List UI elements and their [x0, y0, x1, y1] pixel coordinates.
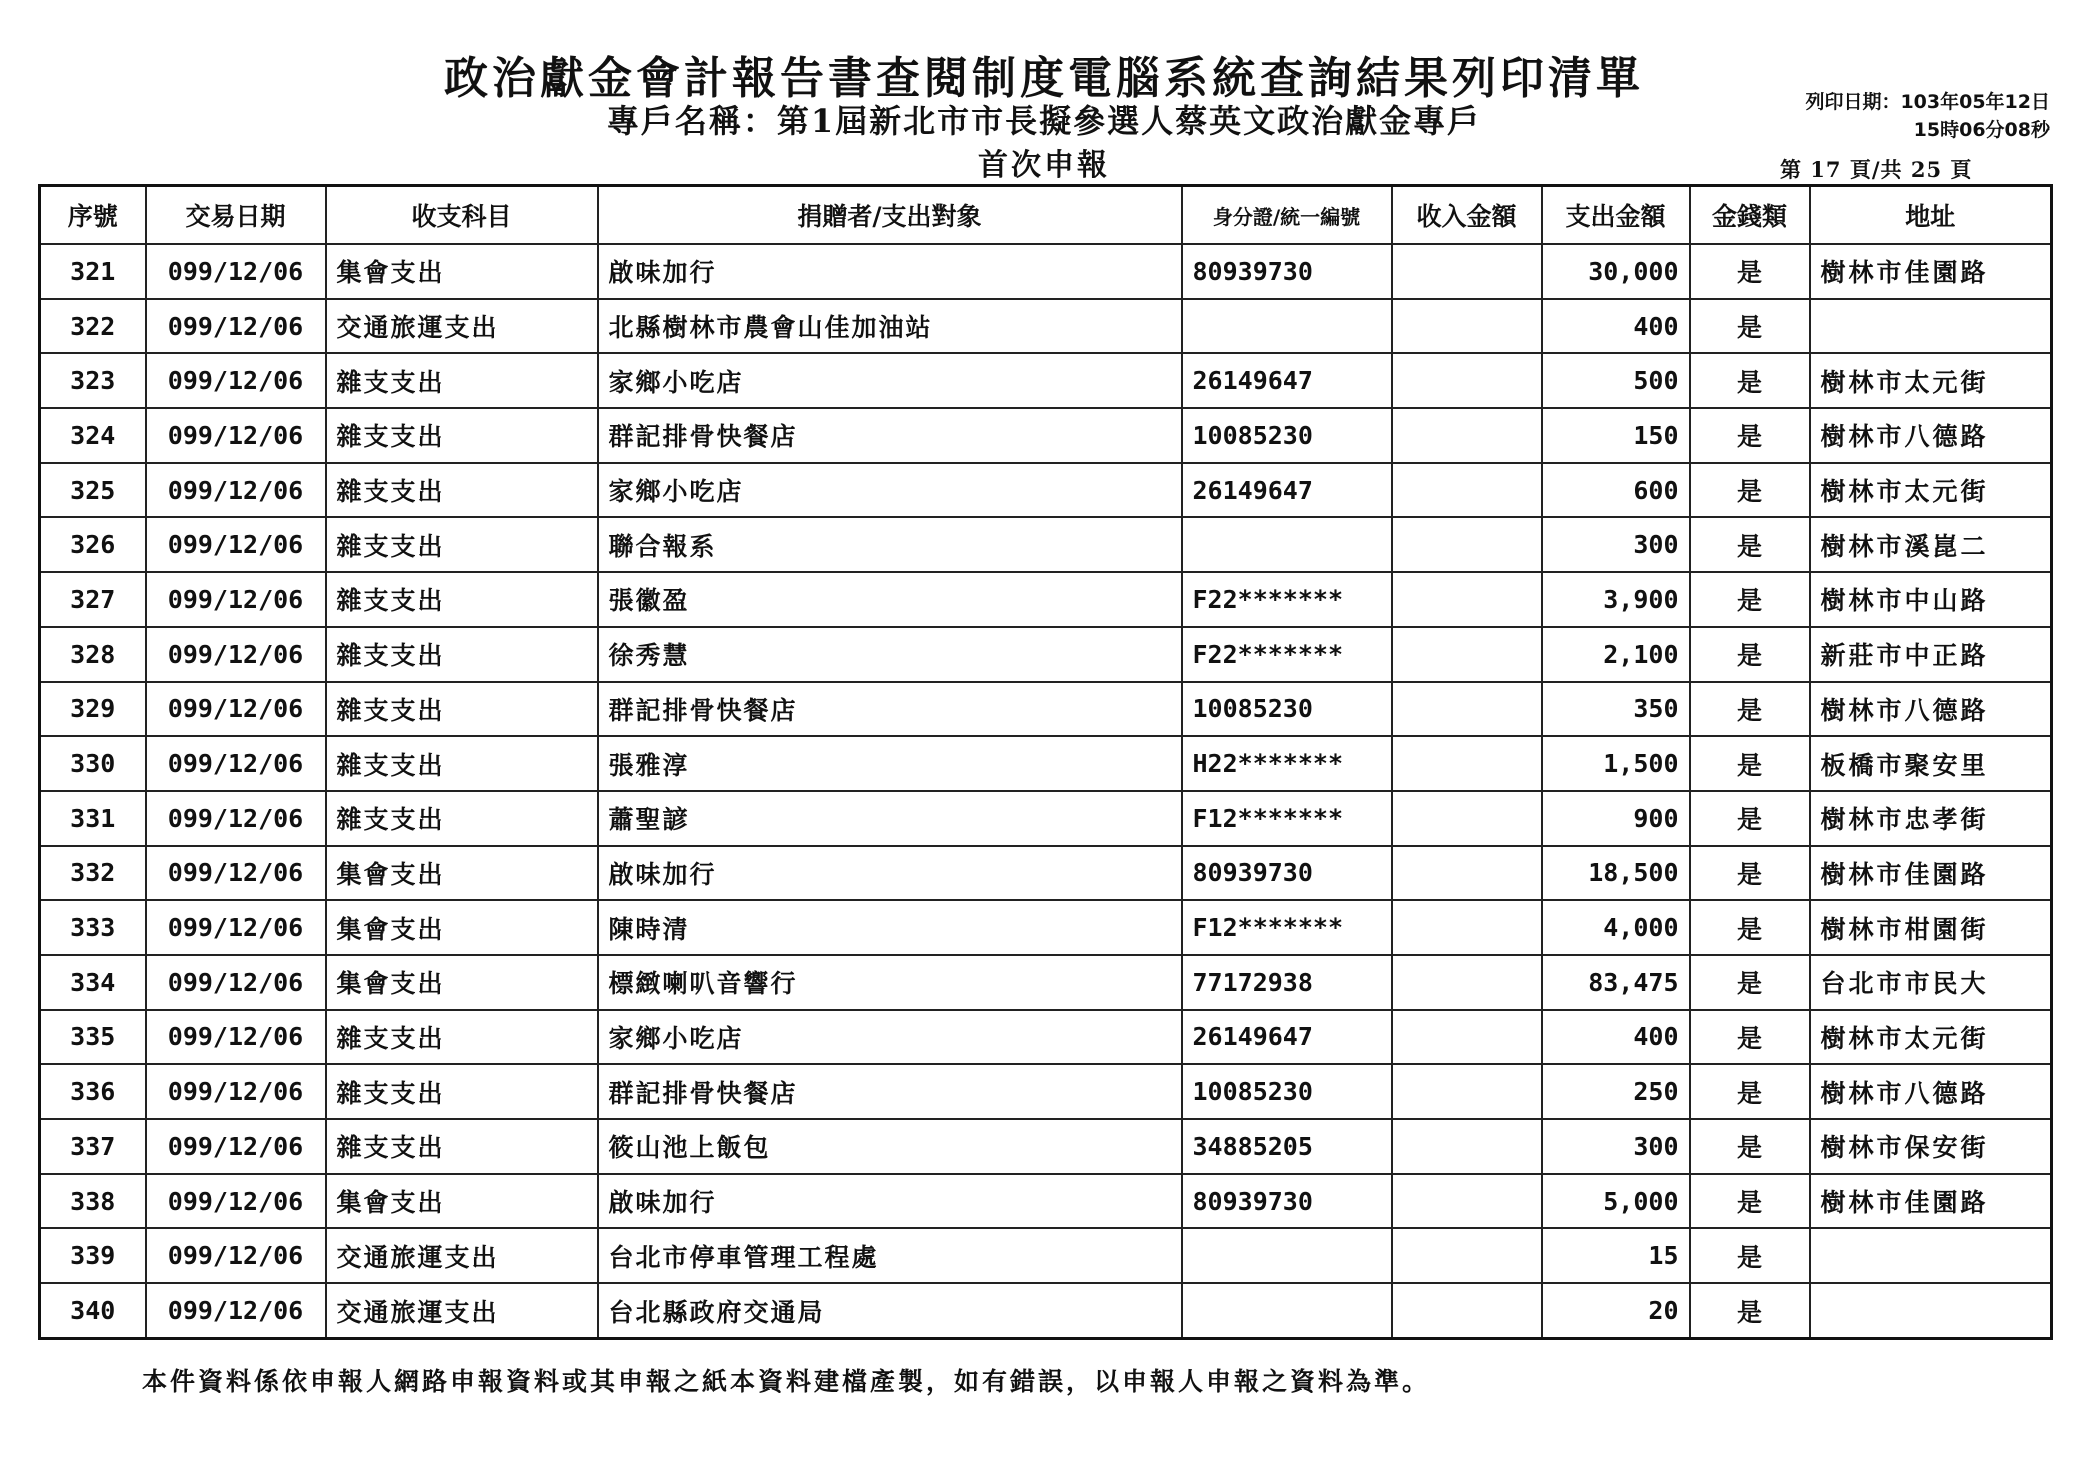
cell-income	[1392, 955, 1542, 1010]
cell-no: 338	[40, 1174, 146, 1229]
table-row	[40, 1119, 2052, 1174]
table-row	[40, 353, 2052, 408]
cell-income	[1392, 463, 1542, 518]
cell-no: 327	[40, 572, 146, 627]
cell-payee: 家鄉小吃店	[598, 463, 1182, 518]
table-row	[40, 1228, 2052, 1283]
cell-monetary: 是	[1690, 463, 1810, 518]
cell-id: 10085230	[1182, 1064, 1392, 1119]
cell-income	[1392, 1010, 1542, 1065]
cell-category: 集會支出	[326, 1174, 598, 1229]
cell-category: 雜支支出	[326, 463, 598, 518]
cell-expense: 900	[1542, 791, 1690, 846]
cell-id: F22*******	[1182, 572, 1392, 627]
cell-monetary: 是	[1690, 791, 1810, 846]
table-row	[40, 299, 2052, 354]
table-body	[40, 244, 2052, 1339]
cell-id: 77172938	[1182, 955, 1392, 1010]
cell-expense: 2,100	[1542, 627, 1690, 682]
cell-address: 樹林市柑園街	[1810, 900, 2052, 955]
cell-id	[1182, 517, 1392, 572]
cell-category: 雜支支出	[326, 682, 598, 737]
cell-income	[1392, 517, 1542, 572]
cell-expense: 150	[1542, 408, 1690, 463]
cell-category: 雜支支出	[326, 353, 598, 408]
cell-address: 樹林市八德路	[1810, 1064, 2052, 1119]
table-row	[40, 1064, 2052, 1119]
cell-payee: 陳時清	[598, 900, 1182, 955]
cell-category: 雜支支出	[326, 572, 598, 627]
cell-monetary: 是	[1690, 353, 1810, 408]
cell-address: 樹林市太元街	[1810, 463, 2052, 518]
cell-income	[1392, 299, 1542, 354]
cell-address: 樹林市太元街	[1810, 353, 2052, 408]
cell-address: 樹林市佳園路	[1810, 846, 2052, 901]
table-row	[40, 1174, 2052, 1229]
table-row	[40, 572, 2052, 627]
cell-income	[1392, 353, 1542, 408]
cell-date: 099/12/06	[146, 1010, 326, 1065]
cell-category: 雜支支出	[326, 736, 598, 791]
cell-date: 099/12/06	[146, 955, 326, 1010]
cell-expense: 300	[1542, 517, 1690, 572]
cell-income	[1392, 1228, 1542, 1283]
cell-monetary: 是	[1690, 1283, 1810, 1338]
cell-payee: 台北市停車管理工程處	[598, 1228, 1182, 1283]
column-header-income: 收入金額	[1392, 186, 1542, 245]
cell-payee: 家鄉小吃店	[598, 1010, 1182, 1065]
cell-payee: 北縣樹林市農會山佳加油站	[598, 299, 1182, 354]
cell-expense: 400	[1542, 299, 1690, 354]
cell-date: 099/12/06	[146, 846, 326, 901]
cell-no: 326	[40, 517, 146, 572]
cell-address: 板橋市聚安里	[1810, 736, 2052, 791]
column-header-expense: 支出金額	[1542, 186, 1690, 245]
cell-id	[1182, 299, 1392, 354]
column-header-id: 身分證/統一編號	[1182, 186, 1392, 245]
cell-category: 交通旅運支出	[326, 1228, 598, 1283]
cell-date: 099/12/06	[146, 572, 326, 627]
cell-id: 34885205	[1182, 1119, 1392, 1174]
cell-income	[1392, 1119, 1542, 1174]
cell-monetary: 是	[1690, 517, 1810, 572]
cell-no: 331	[40, 791, 146, 846]
cell-monetary: 是	[1690, 1119, 1810, 1174]
cell-category: 集會支出	[326, 955, 598, 1010]
cell-date: 099/12/06	[146, 353, 326, 408]
cell-category: 集會支出	[326, 900, 598, 955]
cell-no: 329	[40, 682, 146, 737]
cell-expense: 500	[1542, 353, 1690, 408]
cell-expense: 20	[1542, 1283, 1690, 1338]
cell-date: 099/12/06	[146, 682, 326, 737]
cell-date: 099/12/06	[146, 1119, 326, 1174]
cell-no: 323	[40, 353, 146, 408]
column-header-monetary: 金錢類	[1690, 186, 1810, 245]
cell-address: 樹林市佳園路	[1810, 1174, 2052, 1229]
cell-no: 332	[40, 846, 146, 901]
cell-no: 335	[40, 1010, 146, 1065]
cell-payee: 群記排骨快餐店	[598, 1064, 1182, 1119]
cell-date: 099/12/06	[146, 1283, 326, 1338]
cell-payee: 張徽盈	[598, 572, 1182, 627]
cell-expense: 83,475	[1542, 955, 1690, 1010]
cell-monetary: 是	[1690, 1228, 1810, 1283]
cell-category: 交通旅運支出	[326, 299, 598, 354]
cell-no: 333	[40, 900, 146, 955]
cell-income	[1392, 1064, 1542, 1119]
cell-no: 328	[40, 627, 146, 682]
cell-payee: 啟味加行	[598, 846, 1182, 901]
cell-no: 322	[40, 299, 146, 354]
cell-income	[1392, 572, 1542, 627]
cell-no: 325	[40, 463, 146, 518]
table-row	[40, 955, 2052, 1010]
table-row	[40, 791, 2052, 846]
cell-date: 099/12/06	[146, 736, 326, 791]
cell-income	[1392, 682, 1542, 737]
cell-income	[1392, 408, 1542, 463]
cell-monetary: 是	[1690, 408, 1810, 463]
cell-income	[1392, 900, 1542, 955]
cell-address: 台北市市民大	[1810, 955, 2052, 1010]
cell-income	[1392, 846, 1542, 901]
column-header-address: 地址	[1810, 186, 2052, 245]
cell-id: 10085230	[1182, 408, 1392, 463]
print-info	[1710, 88, 2050, 144]
cell-payee: 群記排骨快餐店	[598, 408, 1182, 463]
cell-category: 集會支出	[326, 846, 598, 901]
cell-monetary: 是	[1690, 955, 1810, 1010]
cell-date: 099/12/06	[146, 244, 326, 299]
cell-income	[1392, 244, 1542, 299]
footer-note: 本件資料係依申報人網路申報資料或其申報之紙本資料建檔產製，如有錯誤，以申報人申報之資料為準。	[142, 1367, 1431, 1396]
table-row	[40, 682, 2052, 737]
cell-no: 330	[40, 736, 146, 791]
cell-no: 321	[40, 244, 146, 299]
table-row	[40, 627, 2052, 682]
cell-income	[1392, 1283, 1542, 1338]
cell-no: 324	[40, 408, 146, 463]
cell-monetary: 是	[1690, 1064, 1810, 1119]
cell-address	[1810, 1228, 2052, 1283]
cell-monetary: 是	[1690, 1174, 1810, 1229]
cell-date: 099/12/06	[146, 1228, 326, 1283]
table-row	[40, 1283, 2052, 1338]
cell-date: 099/12/06	[146, 408, 326, 463]
cell-id: 80939730	[1182, 1174, 1392, 1229]
cell-expense: 300	[1542, 1119, 1690, 1174]
cell-id: 10085230	[1182, 682, 1392, 737]
cell-address: 樹林市八德路	[1810, 682, 2052, 737]
cell-payee: 標緻喇叭音響行	[598, 955, 1182, 1010]
cell-no: 334	[40, 955, 146, 1010]
table-row	[40, 846, 2052, 901]
cell-payee: 家鄉小吃店	[598, 353, 1182, 408]
cell-id: F22*******	[1182, 627, 1392, 682]
cell-no: 339	[40, 1228, 146, 1283]
cell-payee: 聯合報系	[598, 517, 1182, 572]
cell-date: 099/12/06	[146, 900, 326, 955]
print-time: 15時06分08秒	[1913, 119, 2050, 141]
column-header-no: 序號	[40, 186, 146, 245]
cell-monetary: 是	[1690, 1010, 1810, 1065]
cell-id: H22*******	[1182, 736, 1392, 791]
cell-monetary: 是	[1690, 846, 1810, 901]
cell-payee: 張雅淳	[598, 736, 1182, 791]
cell-category: 雜支支出	[326, 408, 598, 463]
cell-category: 雜支支出	[326, 1064, 598, 1119]
cell-id: 80939730	[1182, 244, 1392, 299]
cell-expense: 3,900	[1542, 572, 1690, 627]
cell-monetary: 是	[1690, 682, 1810, 737]
cell-monetary: 是	[1690, 572, 1810, 627]
cell-category: 雜支支出	[326, 1119, 598, 1174]
cell-expense: 600	[1542, 463, 1690, 518]
cell-category: 雜支支出	[326, 627, 598, 682]
table-header-row	[40, 186, 2052, 245]
cell-payee: 群記排骨快餐店	[598, 682, 1182, 737]
cell-no: 336	[40, 1064, 146, 1119]
cell-expense: 1,500	[1542, 736, 1690, 791]
cell-date: 099/12/06	[146, 517, 326, 572]
cell-monetary: 是	[1690, 900, 1810, 955]
cell-payee: 徐秀慧	[598, 627, 1182, 682]
table-row	[40, 900, 2052, 955]
cell-category: 集會支出	[326, 244, 598, 299]
cell-id: 80939730	[1182, 846, 1392, 901]
cell-id: F12*******	[1182, 791, 1392, 846]
cell-id: 26149647	[1182, 463, 1392, 518]
cell-id: 26149647	[1182, 1010, 1392, 1065]
cell-payee: 台北縣政府交通局	[598, 1283, 1182, 1338]
page-indicator: 第 17 頁/共 25 頁	[1780, 157, 1973, 182]
cell-income	[1392, 627, 1542, 682]
cell-no: 340	[40, 1283, 146, 1338]
table-row	[40, 1010, 2052, 1065]
cell-address: 新莊市中正路	[1810, 627, 2052, 682]
cell-payee: 筱山池上飯包	[598, 1119, 1182, 1174]
cell-income	[1392, 791, 1542, 846]
cell-id: 26149647	[1182, 353, 1392, 408]
cell-address: 樹林市保安街	[1810, 1119, 2052, 1174]
column-header-date: 交易日期	[146, 186, 326, 245]
cell-category: 雜支支出	[326, 1010, 598, 1065]
cell-expense: 15	[1542, 1228, 1690, 1283]
cell-date: 099/12/06	[146, 1064, 326, 1119]
cell-expense: 5,000	[1542, 1174, 1690, 1229]
cell-expense: 350	[1542, 682, 1690, 737]
cell-date: 099/12/06	[146, 463, 326, 518]
table-row	[40, 517, 2052, 572]
cell-monetary: 是	[1690, 736, 1810, 791]
cell-address: 樹林市八德路	[1810, 408, 2052, 463]
cell-expense: 18,500	[1542, 846, 1690, 901]
cell-payee: 蕭聖諺	[598, 791, 1182, 846]
table-row	[40, 736, 2052, 791]
cell-address: 樹林市太元街	[1810, 1010, 2052, 1065]
cell-expense: 4,000	[1542, 900, 1690, 955]
cell-monetary: 是	[1690, 299, 1810, 354]
table-row	[40, 244, 2052, 299]
cell-date: 099/12/06	[146, 299, 326, 354]
cell-payee: 啟味加行	[598, 244, 1182, 299]
cell-address: 樹林市佳園路	[1810, 244, 2052, 299]
transactions-table	[38, 184, 2053, 1340]
account-name: 專戶名稱：第1屆新北市市長擬參選人蔡英文政治獻金專戶	[606, 102, 1482, 140]
cell-expense: 400	[1542, 1010, 1690, 1065]
document-title: 政治獻金會計報告書查閱制度電腦系統查詢結果列印清單	[444, 53, 1644, 104]
cell-expense: 250	[1542, 1064, 1690, 1119]
column-header-category: 收支科目	[326, 186, 598, 245]
print-date: 列印日期：103年05年12日	[1805, 91, 2050, 113]
cell-category: 交通旅運支出	[326, 1283, 598, 1338]
cell-address: 樹林市溪崑二	[1810, 517, 2052, 572]
cell-date: 099/12/06	[146, 791, 326, 846]
table-row	[40, 408, 2052, 463]
column-header-payee: 捐贈者/支出對象	[598, 186, 1182, 245]
cell-monetary: 是	[1690, 244, 1810, 299]
cell-monetary: 是	[1690, 627, 1810, 682]
cell-income	[1392, 1174, 1542, 1229]
cell-address: 樹林市中山路	[1810, 572, 2052, 627]
cell-address: 樹林市忠孝街	[1810, 791, 2052, 846]
cell-no: 337	[40, 1119, 146, 1174]
cell-address	[1810, 299, 2052, 354]
cell-id	[1182, 1228, 1392, 1283]
cell-income	[1392, 736, 1542, 791]
cell-expense: 30,000	[1542, 244, 1690, 299]
table-row	[40, 463, 2052, 518]
cell-address	[1810, 1283, 2052, 1338]
cell-id	[1182, 1283, 1392, 1338]
cell-payee: 啟味加行	[598, 1174, 1182, 1229]
cell-date: 099/12/06	[146, 1174, 326, 1229]
cell-category: 雜支支出	[326, 517, 598, 572]
cell-date: 099/12/06	[146, 627, 326, 682]
cell-category: 雜支支出	[326, 791, 598, 846]
report-type: 首次申報	[978, 148, 1110, 183]
cell-id: F12*******	[1182, 900, 1392, 955]
